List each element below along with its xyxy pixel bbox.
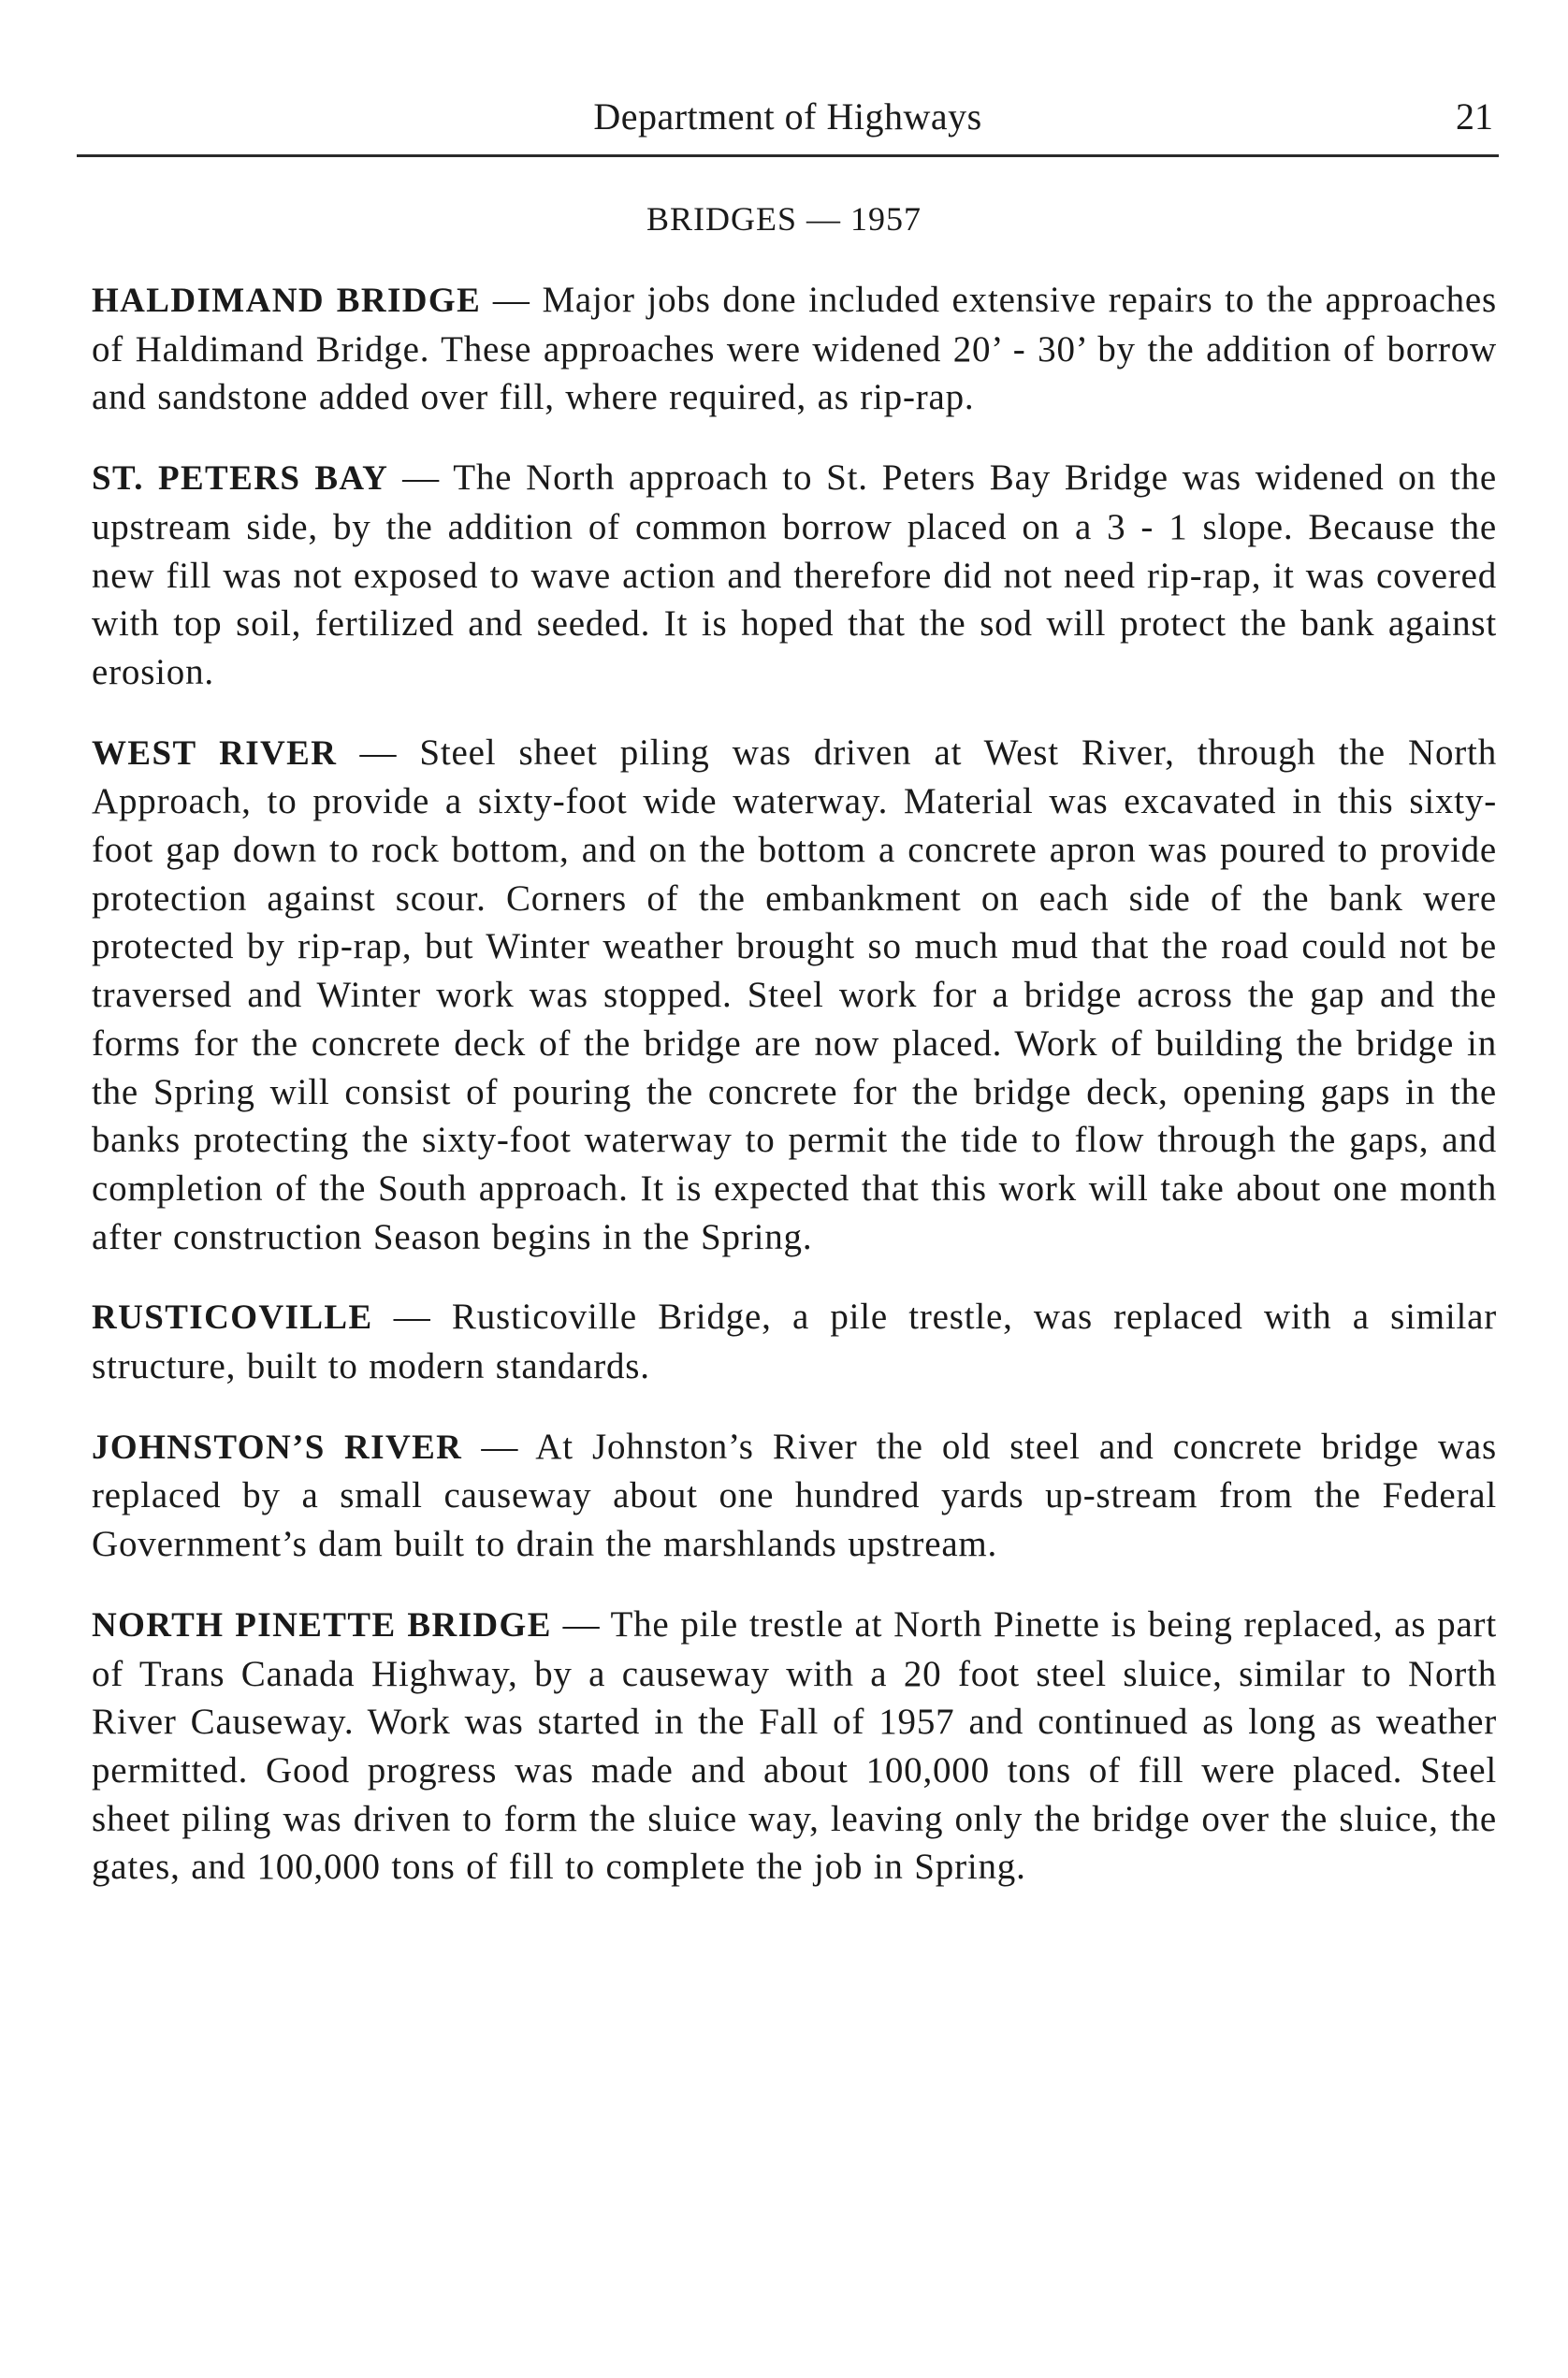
paragraph-haldimand-bridge xyxy=(92,276,1497,422)
heading-separator: — xyxy=(372,1297,452,1338)
paragraph-heading: RUSTICOVILLE xyxy=(92,1298,373,1338)
paragraph-text: The pile trestle at North Pinette is being replaced, as part of Trans Canada Highway, by a causeway with a 20 foot steel sluice, similar to North River Causeway. Work was started in the Fall of 1957 and continued as long as weather permitted. Good progress was made and about 100,000 tons of fill were placed. Steel sheet piling was driven to form the sluice way, leaving only the bridge over the sluice, the gates, and 100,000 tons of fill to complete the job in Spring. xyxy=(92,1603,1497,1888)
paragraph-heading: ST. PETERS BAY xyxy=(92,459,389,499)
paragraph-text: Rusticoville Bridge, a pile trestle, was replaced with a similar structure, built to modern standards. xyxy=(92,1297,1498,1387)
paragraph-johnstons-river xyxy=(92,1423,1497,1569)
heading-separator: — xyxy=(462,1426,536,1467)
body-text xyxy=(92,276,1497,1923)
paragraph-heading: JOHNSTON’S RIVER xyxy=(92,1428,463,1467)
paragraph-text: At Johnston’s River the old steel and concrete bridge was replaced by a small causeway about one hundred yards up-stream from the Federal Government’s dam built to drain the marshlands upstream. xyxy=(92,1426,1497,1565)
heading-separator: — xyxy=(388,457,454,499)
paragraph-text: Steel sheet piling was driven at West River, through the North Approach, to provide a sixty-foot wide waterway. Material was excavated in this sixty-foot gap down to rock bottom, and on the bottom a concrete apron was poured to provide protection against scour. Corners of the embankment on each side of the bank were protected by rip-rap, but Winter weather brought so much mud that the road could not be traversed and Winter work was stopped. Steel work for a bridge across the gap and the forms for the concrete deck of the bridge are now placed. Work of building the bridge in the Spring will consist of pouring the concrete for the bridge deck, opening gaps in the banks protecting the sixty-foot waterway to permit the tide to flow through the gaps, and completion of the South approach. It is expected that this work will take about one month after construction Season begins in the Spring. xyxy=(92,732,1497,1257)
heading-separator: — xyxy=(551,1603,611,1645)
section-title: BRIDGES — 1957 xyxy=(646,200,922,238)
paragraph-heading: HALDIMAND BRIDGE xyxy=(92,282,482,320)
paragraph-text: The North approach to St. Peters Bay Bridge was widened on the upstream side, by the addition of common borrow placed on a 3 - 1 slope. Because the new fill was not exposed to wave action and therefore did not need rip-rap, it was covered with top soil, fertilized and seeded. It is hoped that the sod will protect the bank against erosion. xyxy=(92,457,1497,692)
heading-separator: — xyxy=(481,280,543,320)
paragraph-heading: WEST RIVER xyxy=(92,733,338,773)
paragraph-west-river xyxy=(92,729,1497,1262)
paragraph-heading: NORTH PINETTE BRIDGE xyxy=(92,1605,552,1645)
paragraph-st-peters-bay xyxy=(92,454,1497,697)
heading-separator: — xyxy=(337,732,420,773)
paragraph-text: Major jobs done included extensive repairs to the approaches of Haldimand Bridge. These approaches were widened 20’ - 30’ by the addition of borrow and sandstone added over fill, where required, as rip-rap. xyxy=(92,280,1497,418)
page-number: 21 xyxy=(1456,95,1493,138)
paragraph-rusticoville xyxy=(92,1293,1497,1390)
running-header xyxy=(77,89,1499,157)
paragraph-north-pinette-bridge xyxy=(92,1601,1497,1892)
running-title: Department of Highways xyxy=(593,95,982,138)
